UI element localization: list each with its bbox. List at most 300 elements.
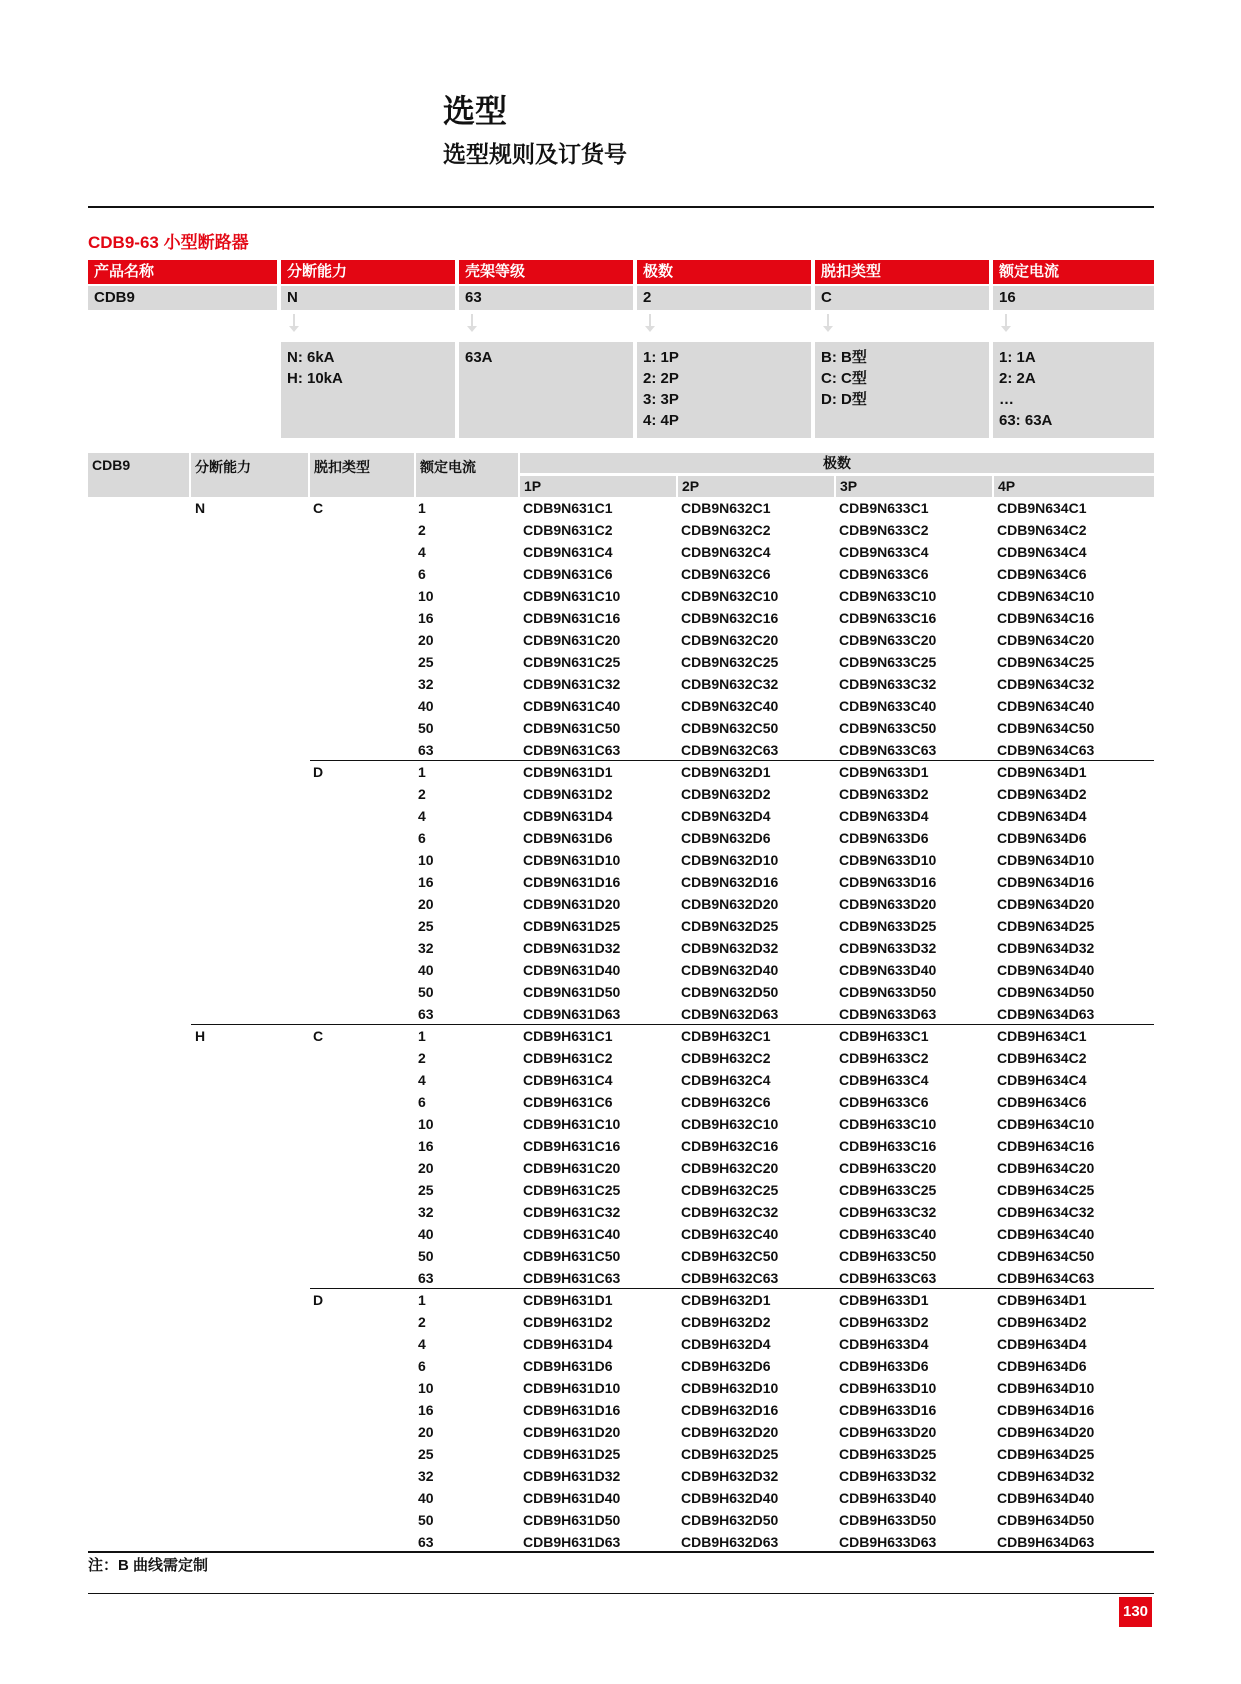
order-code-cell: CDB9N633C1: [839, 500, 929, 516]
page-number: 130: [1119, 1597, 1152, 1627]
order-code-cell: CDB9H633D40: [839, 1490, 937, 1506]
order-code-cell: CDB9H631D20: [523, 1424, 621, 1440]
order-code-cell: CDB9H634C25: [997, 1182, 1095, 1198]
rated-current-cell: 63: [418, 742, 434, 758]
order-code-cell: CDB9H634D1: [997, 1292, 1087, 1308]
table-header-current: 额定电流: [416, 453, 518, 497]
rated-current-cell: 20: [418, 896, 434, 912]
order-code-cell: CDB9N634C10: [997, 588, 1095, 604]
order-code-cell: CDB9H633C40: [839, 1226, 937, 1242]
order-code-cell: CDB9H632D16: [681, 1402, 779, 1418]
order-code-cell: CDB9N632D6: [681, 830, 771, 846]
order-code-cell: CDB9N631D32: [523, 940, 621, 956]
rated-current-cell: 40: [418, 1226, 434, 1242]
order-code-cell: CDB9N633C16: [839, 610, 937, 626]
trip-type-cell: D: [313, 764, 324, 780]
rated-current-cell: 32: [418, 1468, 434, 1484]
order-code-cell: CDB9N631D25: [523, 918, 621, 934]
order-code-cell: CDB9H632D50: [681, 1512, 779, 1528]
order-code-cell: CDB9N634D1: [997, 764, 1087, 780]
rated-current-cell: 16: [418, 610, 434, 626]
order-code-cell: CDB9H632C20: [681, 1160, 779, 1176]
selection-example-value: CDB9: [88, 286, 277, 310]
order-code-cell: CDB9N632C4: [681, 544, 771, 560]
order-code-cell: CDB9N632C32: [681, 676, 779, 692]
order-code-cell: CDB9H631C32: [523, 1204, 621, 1220]
order-code-cell: CDB9N633C32: [839, 676, 937, 692]
order-code-cell: CDB9H631C6: [523, 1094, 613, 1110]
trip-type-cell: D: [313, 1292, 324, 1308]
order-code-cell: CDB9H631C2: [523, 1050, 613, 1066]
order-code-cell: CDB9N631C25: [523, 654, 621, 670]
arrow-down-icon: [645, 314, 655, 332]
selection-options: [281, 342, 455, 438]
top-divider: [88, 206, 1154, 208]
rated-current-cell: 2: [418, 1050, 426, 1066]
order-code-cell: CDB9N634D63: [997, 1006, 1095, 1022]
order-code-cell: CDB9N634C6: [997, 566, 1087, 582]
order-code-cell: CDB9N631C20: [523, 632, 621, 648]
arrow-down-icon: [823, 314, 833, 332]
order-code-cell: CDB9N631D20: [523, 896, 621, 912]
order-code-cell: CDB9N632D25: [681, 918, 779, 934]
order-code-cell: CDB9N632D20: [681, 896, 779, 912]
rated-current-cell: 10: [418, 1116, 434, 1132]
order-code-cell: CDB9N632D16: [681, 874, 779, 890]
rated-current-cell: 40: [418, 698, 434, 714]
order-code-cell: CDB9N633C2: [839, 522, 929, 538]
selection-column: [459, 260, 633, 366]
rated-current-cell: 1: [418, 764, 426, 780]
order-code-cell: CDB9H632D6: [681, 1358, 771, 1374]
order-code-cell: CDB9H631D32: [523, 1468, 621, 1484]
rated-current-cell: 6: [418, 566, 426, 582]
order-code-cell: CDB9N633D10: [839, 852, 937, 868]
order-code-cell: CDB9N631C10: [523, 588, 621, 604]
order-code-cell: CDB9N632D32: [681, 940, 779, 956]
selection-options: [637, 342, 811, 438]
order-code-cell: CDB9H634D4: [997, 1336, 1087, 1352]
footnote: 注：B 曲线需定制: [88, 1557, 209, 1574]
order-code-cell: CDB9H633C4: [839, 1072, 929, 1088]
order-code-cell: CDB9H634C2: [997, 1050, 1087, 1066]
selection-column: [281, 260, 455, 387]
order-code-cell: CDB9H632D20: [681, 1424, 779, 1440]
rated-current-cell: 10: [418, 852, 434, 868]
section-title: CDB9-63 小型断路器: [88, 233, 249, 252]
rated-current-cell: 4: [418, 1072, 426, 1088]
order-code-cell: CDB9H634D63: [997, 1534, 1095, 1550]
order-code-cell: CDB9H632C1: [681, 1028, 771, 1044]
order-code-cell: CDB9H633D10: [839, 1380, 937, 1396]
rated-current-cell: 16: [418, 1138, 434, 1154]
order-code-cell: CDB9H632C10: [681, 1116, 779, 1132]
order-code-cell: CDB9H634D50: [997, 1512, 1095, 1528]
order-code-cell: CDB9N634C1: [997, 500, 1087, 516]
order-code-cell: CDB9H632D32: [681, 1468, 779, 1484]
order-code-cell: CDB9N634C40: [997, 698, 1095, 714]
selection-option: 63A: [465, 349, 493, 366]
order-code-cell: CDB9H633C16: [839, 1138, 937, 1154]
order-code-cell: CDB9N633D20: [839, 896, 937, 912]
order-code-cell: CDB9N631C6: [523, 566, 613, 582]
selection-header: 脱扣类型: [815, 260, 989, 284]
order-code-cell: CDB9N631C16: [523, 610, 621, 626]
rated-current-cell: 63: [418, 1534, 434, 1550]
order-code-cell: CDB9N632C40: [681, 698, 779, 714]
order-code-cell: CDB9H632D4: [681, 1336, 771, 1352]
order-code-cell: CDB9H632C40: [681, 1226, 779, 1242]
arrow-down-icon: [289, 314, 299, 332]
order-code-cell: CDB9H634C20: [997, 1160, 1095, 1176]
order-code-cell: CDB9N633D50: [839, 984, 937, 1000]
order-code-cell: CDB9N631D4: [523, 808, 613, 824]
order-code-cell: CDB9N633D16: [839, 874, 937, 890]
table-header-product: CDB9: [88, 453, 189, 497]
order-code-cell: CDB9N634D40: [997, 962, 1095, 978]
order-code-cell: CDB9H634D32: [997, 1468, 1095, 1484]
order-code-cell: CDB9H632C32: [681, 1204, 779, 1220]
order-code-cell: CDB9N634D10: [997, 852, 1095, 868]
rated-current-cell: 63: [418, 1006, 434, 1022]
order-code-cell: CDB9H634D40: [997, 1490, 1095, 1506]
order-code-cell: CDB9N631C32: [523, 676, 621, 692]
order-code-cell: CDB9H634C40: [997, 1226, 1095, 1242]
rated-current-cell: 16: [418, 1402, 434, 1418]
order-code-cell: CDB9H632D25: [681, 1446, 779, 1462]
selection-options: [993, 342, 1154, 438]
order-code-cell: CDB9H631D4: [523, 1336, 613, 1352]
order-code-cell: CDB9N631D50: [523, 984, 621, 1000]
order-code-cell: CDB9N634D2: [997, 786, 1087, 802]
order-code-cell: CDB9N632D2: [681, 786, 771, 802]
order-code-cell: CDB9H634C6: [997, 1094, 1087, 1110]
rated-current-cell: 4: [418, 808, 426, 824]
table-header-trip: 脱扣类型: [310, 453, 414, 497]
selection-column: [815, 260, 989, 408]
order-code-cell: CDB9H634C32: [997, 1204, 1095, 1220]
rated-current-cell: 32: [418, 676, 434, 692]
order-code-cell: CDB9H634D2: [997, 1314, 1087, 1330]
order-code-cell: CDB9H633C25: [839, 1182, 937, 1198]
order-code-cell: CDB9N632C63: [681, 742, 779, 758]
footer-rule: [88, 1593, 1154, 1594]
order-code-cell: CDB9N631D16: [523, 874, 621, 890]
order-code-cell: CDB9H634C10: [997, 1116, 1095, 1132]
selection-column: [637, 260, 811, 429]
order-code-cell: CDB9H631C25: [523, 1182, 621, 1198]
pole-header-2p: 2P: [678, 476, 834, 497]
rated-current-cell: 63: [418, 1270, 434, 1286]
order-code-cell: CDB9H631C40: [523, 1226, 621, 1242]
rated-current-cell: 2: [418, 786, 426, 802]
selection-option: 1: 1A: [999, 349, 1036, 366]
order-code-cell: CDB9H634D25: [997, 1446, 1095, 1462]
order-code-cell: CDB9N634D6: [997, 830, 1087, 846]
rated-current-cell: 1: [418, 1292, 426, 1308]
rated-current-cell: 50: [418, 720, 434, 736]
order-code-cell: CDB9N633C25: [839, 654, 937, 670]
selection-header: 产品名称: [88, 260, 277, 284]
order-code-cell: CDB9N634C25: [997, 654, 1095, 670]
order-code-cell: CDB9N632C10: [681, 588, 779, 604]
rated-current-cell: 25: [418, 654, 434, 670]
order-code-cell: CDB9N632C2: [681, 522, 771, 538]
rated-current-cell: 6: [418, 1358, 426, 1374]
order-code-cell: CDB9H634D6: [997, 1358, 1087, 1374]
order-code-cell: CDB9H631D1: [523, 1292, 613, 1308]
order-code-cell: CDB9H633C50: [839, 1248, 937, 1264]
order-code-cell: CDB9H631D25: [523, 1446, 621, 1462]
selection-option: N: 6kA: [287, 349, 335, 366]
selection-option: D: D型: [821, 391, 867, 408]
order-code-cell: CDB9H634C4: [997, 1072, 1087, 1088]
arrow-down-icon: [1001, 314, 1011, 332]
order-code-cell: CDB9N632C50: [681, 720, 779, 736]
order-code-cell: CDB9H631C63: [523, 1270, 621, 1286]
page-subtitle: 选型规则及订货号: [443, 141, 627, 167]
pole-header-1p: 1P: [520, 476, 676, 497]
selection-option: 1: 1P: [643, 349, 679, 366]
order-code-cell: CDB9N632C1: [681, 500, 771, 516]
order-code-cell: CDB9N631D63: [523, 1006, 621, 1022]
order-code-cell: CDB9N634C20: [997, 632, 1095, 648]
order-code-cell: CDB9N631C50: [523, 720, 621, 736]
rated-current-cell: 6: [418, 830, 426, 846]
order-code-cell: CDB9H631D50: [523, 1512, 621, 1528]
selection-options: [815, 342, 989, 438]
order-code-cell: CDB9H631C20: [523, 1160, 621, 1176]
order-code-cell: CDB9N634D50: [997, 984, 1095, 1000]
order-code-cell: CDB9N634C63: [997, 742, 1095, 758]
order-code-cell: CDB9N634C4: [997, 544, 1087, 560]
selection-option: 4: 4P: [643, 412, 679, 429]
order-code-cell: CDB9N631D2: [523, 786, 613, 802]
order-code-cell: CDB9N633D1: [839, 764, 929, 780]
selection-option: …: [999, 391, 1014, 408]
rated-current-cell: 16: [418, 874, 434, 890]
rated-current-cell: 10: [418, 588, 434, 604]
selection-option: H: 10kA: [287, 370, 343, 387]
order-code-cell: CDB9H634C1: [997, 1028, 1087, 1044]
order-code-cell: CDB9N633D6: [839, 830, 929, 846]
rated-current-cell: 4: [418, 544, 426, 560]
order-code-cell: CDB9H633C2: [839, 1050, 929, 1066]
selection-option: 63: 63A: [999, 412, 1053, 429]
selection-option: 2: 2A: [999, 370, 1036, 387]
order-code-cell: CDB9N632D63: [681, 1006, 779, 1022]
order-code-cell: CDB9N633D63: [839, 1006, 937, 1022]
order-code-cell: CDB9H633C1: [839, 1028, 929, 1044]
order-code-cell: CDB9H631C1: [523, 1028, 613, 1044]
trip-type-cell: C: [313, 500, 324, 516]
order-code-cell: CDB9N633C63: [839, 742, 937, 758]
order-code-cell: CDB9H631C50: [523, 1248, 621, 1264]
selection-header: 额定电流: [993, 260, 1154, 284]
order-code-cell: CDB9N631D6: [523, 830, 613, 846]
selection-example-value: 63: [459, 286, 633, 310]
order-code-cell: CDB9N634C2: [997, 522, 1087, 538]
order-code-cell: CDB9H631D10: [523, 1380, 621, 1396]
order-code-cell: CDB9N633D40: [839, 962, 937, 978]
breaking-capacity-cell: H: [195, 1028, 206, 1044]
selection-example-value: C: [815, 286, 989, 310]
rated-current-cell: 50: [418, 1512, 434, 1528]
order-code-cell: CDB9N632D50: [681, 984, 779, 1000]
rated-current-cell: 4: [418, 1336, 426, 1352]
order-code-cell: CDB9N632D1: [681, 764, 771, 780]
selection-option: C: C型: [821, 370, 867, 387]
order-code-cell: CDB9H633D20: [839, 1424, 937, 1440]
rated-current-cell: 10: [418, 1380, 434, 1396]
order-code-cell: CDB9N633C6: [839, 566, 929, 582]
order-code-cell: CDB9H632C16: [681, 1138, 779, 1154]
order-code-cell: CDB9H631D40: [523, 1490, 621, 1506]
order-code-cell: CDB9H631D16: [523, 1402, 621, 1418]
order-code-cell: CDB9N633C4: [839, 544, 929, 560]
order-code-cell: CDB9N634C32: [997, 676, 1095, 692]
order-code-cell: CDB9N633D25: [839, 918, 937, 934]
rated-current-cell: 50: [418, 1248, 434, 1264]
order-code-cell: CDB9H633D32: [839, 1468, 937, 1484]
rated-current-cell: 1: [418, 1028, 426, 1044]
order-code-cell: CDB9N632C16: [681, 610, 779, 626]
rated-current-cell: 32: [418, 940, 434, 956]
order-code-cell: CDB9N632C6: [681, 566, 771, 582]
rated-current-cell: 2: [418, 522, 426, 538]
order-code-cell: CDB9H632C25: [681, 1182, 779, 1198]
selection-option: B: B型: [821, 349, 867, 366]
order-code-cell: CDB9H633D50: [839, 1512, 937, 1528]
order-code-cell: CDB9N634D20: [997, 896, 1095, 912]
order-code-cell: CDB9H633D63: [839, 1534, 937, 1550]
selection-column: [88, 260, 277, 310]
order-code-cell: CDB9H634D20: [997, 1424, 1095, 1440]
order-code-cell: CDB9H633D6: [839, 1358, 929, 1374]
order-code-cell: CDB9N631D1: [523, 764, 613, 780]
arrow-down-icon: [467, 314, 477, 332]
selection-example-value: 2: [637, 286, 811, 310]
order-code-cell: CDB9N633C20: [839, 632, 937, 648]
order-code-cell: CDB9H633C20: [839, 1160, 937, 1176]
selection-header: 分断能力: [281, 260, 455, 284]
order-code-cell: CDB9N632C25: [681, 654, 779, 670]
order-code-cell: CDB9N633C10: [839, 588, 937, 604]
trip-type-cell: C: [313, 1028, 324, 1044]
order-code-cell: CDB9H634C63: [997, 1270, 1095, 1286]
breaking-capacity-cell: N: [195, 500, 206, 516]
order-code-cell: CDB9H633C63: [839, 1270, 937, 1286]
order-code-cell: CDB9H632C4: [681, 1072, 771, 1088]
order-code-cell: CDB9H632C6: [681, 1094, 771, 1110]
order-code-cell: CDB9H632C63: [681, 1270, 779, 1286]
page-title: 选型: [443, 93, 508, 129]
order-code-cell: CDB9N631C63: [523, 742, 621, 758]
order-code-cell: CDB9H632C50: [681, 1248, 779, 1264]
order-code-cell: CDB9N631D10: [523, 852, 621, 868]
rated-current-cell: 50: [418, 984, 434, 1000]
rated-current-cell: 20: [418, 632, 434, 648]
order-code-cell: CDB9H633D4: [839, 1336, 929, 1352]
order-code-cell: CDB9H631C4: [523, 1072, 613, 1088]
rated-current-cell: 25: [418, 1446, 434, 1462]
selection-column: [993, 260, 1154, 429]
rated-current-cell: 32: [418, 1204, 434, 1220]
order-code-cell: CDB9N633D2: [839, 786, 929, 802]
order-code-cell: CDB9N634D16: [997, 874, 1095, 890]
order-code-cell: CDB9H632C2: [681, 1050, 771, 1066]
order-code-cell: CDB9H634D16: [997, 1402, 1095, 1418]
rated-current-cell: 2: [418, 1314, 426, 1330]
order-code-cell: CDB9N631C40: [523, 698, 621, 714]
order-code-cell: CDB9H631C16: [523, 1138, 621, 1154]
order-code-cell: CDB9N633C50: [839, 720, 937, 736]
order-code-cell: CDB9H631D6: [523, 1358, 613, 1374]
order-code-cell: CDB9N632D40: [681, 962, 779, 978]
order-code-cell: CDB9H633C32: [839, 1204, 937, 1220]
order-code-cell: CDB9N633D4: [839, 808, 929, 824]
order-code-cell: CDB9N634D32: [997, 940, 1095, 956]
order-code-cell: CDB9H632D2: [681, 1314, 771, 1330]
order-code-cell: CDB9N631C2: [523, 522, 613, 538]
rated-current-cell: 25: [418, 918, 434, 934]
order-code-cell: CDB9H633C10: [839, 1116, 937, 1132]
order-code-cell: CDB9N632D10: [681, 852, 779, 868]
selection-option: 2: 2P: [643, 370, 679, 387]
order-code-cell: CDB9H631D2: [523, 1314, 613, 1330]
order-code-cell: CDB9H631C10: [523, 1116, 621, 1132]
pole-header-4p: 4P: [994, 476, 1154, 497]
selection-example-value: N: [281, 286, 455, 310]
selection-example-value: 16: [993, 286, 1154, 310]
order-code-cell: CDB9H633D25: [839, 1446, 937, 1462]
order-code-cell: CDB9N631D40: [523, 962, 621, 978]
order-code-cell: CDB9H633D2: [839, 1314, 929, 1330]
order-code-cell: CDB9N634C50: [997, 720, 1095, 736]
table-header-breaking: 分断能力: [191, 453, 308, 497]
order-code-cell: CDB9N631C4: [523, 544, 613, 560]
order-code-cell: CDB9H633D16: [839, 1402, 937, 1418]
rated-current-cell: 40: [418, 1490, 434, 1506]
order-code-cell: CDB9N633D32: [839, 940, 937, 956]
order-code-cell: CDB9N634D25: [997, 918, 1095, 934]
rated-current-cell: 20: [418, 1160, 434, 1176]
order-code-cell: CDB9N632C20: [681, 632, 779, 648]
selection-options: [459, 342, 633, 438]
order-code-cell: CDB9H634C16: [997, 1138, 1095, 1154]
order-code-cell: CDB9H634D10: [997, 1380, 1095, 1396]
rated-current-cell: 40: [418, 962, 434, 978]
order-code-cell: CDB9N631C1: [523, 500, 613, 516]
order-code-cell: CDB9H633C6: [839, 1094, 929, 1110]
selection-option: 3: 3P: [643, 391, 679, 408]
rated-current-cell: 20: [418, 1424, 434, 1440]
order-code-cell: CDB9N633C40: [839, 698, 937, 714]
order-code-cell: CDB9H632D10: [681, 1380, 779, 1396]
order-code-cell: CDB9H632D1: [681, 1292, 771, 1308]
rated-current-cell: 6: [418, 1094, 426, 1110]
rated-current-cell: 25: [418, 1182, 434, 1198]
selection-header: 壳架等级: [459, 260, 633, 284]
pole-header-3p: 3P: [836, 476, 992, 497]
order-code-cell: CDB9H631D63: [523, 1534, 621, 1550]
table-bottom-rule: [88, 1551, 1154, 1553]
order-code-cell: CDB9N632D4: [681, 808, 771, 824]
order-code-cell: CDB9N634C16: [997, 610, 1095, 626]
order-code-cell: CDB9H633D1: [839, 1292, 929, 1308]
order-code-cell: CDB9H634C50: [997, 1248, 1095, 1264]
selection-header: 极数: [637, 260, 811, 284]
